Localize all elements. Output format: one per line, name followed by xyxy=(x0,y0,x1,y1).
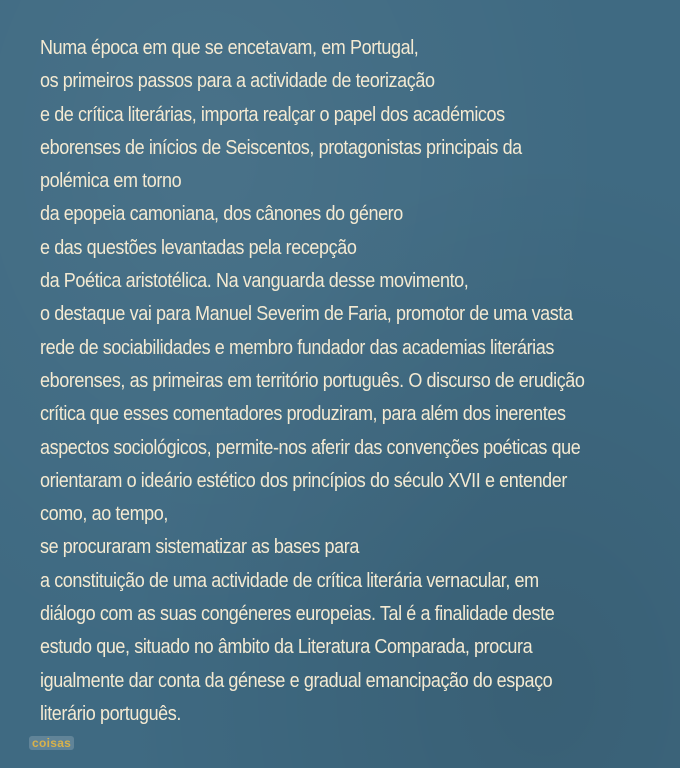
blurb-line: estudo que, situado no âmbito da Literatura Comparada, procura xyxy=(40,636,533,659)
blurb-line: crítica que esses comentadores produziram, para além dos inerentes xyxy=(40,403,566,426)
blurb-line: polémica em torno xyxy=(40,170,182,193)
blurb-line: como, ao tempo, xyxy=(40,503,168,526)
blurb-line: e das questões levantadas pela recepção xyxy=(40,236,357,259)
blurb-line: diálogo com as suas congéneres europeias. Tal é a finalidade deste xyxy=(40,603,555,626)
blurb-line: rede de sociabilidades e membro fundador das academias literárias xyxy=(40,336,554,359)
blurb-line: os primeiros passos para a actividade de teorização xyxy=(40,70,435,93)
blurb-line: e de crítica literárias, importa realçar o papel dos académicos xyxy=(40,103,505,126)
blurb-line: eborenses, as primeiras em território português. O discurso de erudição xyxy=(40,369,585,392)
blurb-line: Numa época em que se encetavam, em Portugal, xyxy=(40,37,419,59)
blurb-line: igualmente dar conta da génese e gradual emancipação do espaço xyxy=(40,669,553,692)
blurb-line: orientaram o ideário estético dos princípios do século XVII e entender xyxy=(40,469,567,492)
blurb-line: se procuraram sistematizar as bases para xyxy=(40,536,359,559)
blurb-text xyxy=(40,32,670,731)
blurb-line: eborenses de inícios de Seiscentos, protagonistas principais da xyxy=(40,136,522,159)
blurb-line: literário português. xyxy=(40,702,181,725)
blurb-line: da epopeia camoniana, dos cânones do género xyxy=(40,203,403,226)
blurb-line: o destaque vai para Manuel Severim de Faria, promotor de uma vasta xyxy=(40,303,573,326)
watermark-logo: coisas xyxy=(29,736,74,750)
blurb-line: a constituição de uma actividade de crítica literária vernacular, em xyxy=(40,569,539,592)
blurb-line: aspectos sociológicos, permite-nos aferir das convenções poéticas que xyxy=(40,436,581,459)
blurb-line: da Poética aristotélica. Na vanguarda desse movimento, xyxy=(40,270,469,293)
